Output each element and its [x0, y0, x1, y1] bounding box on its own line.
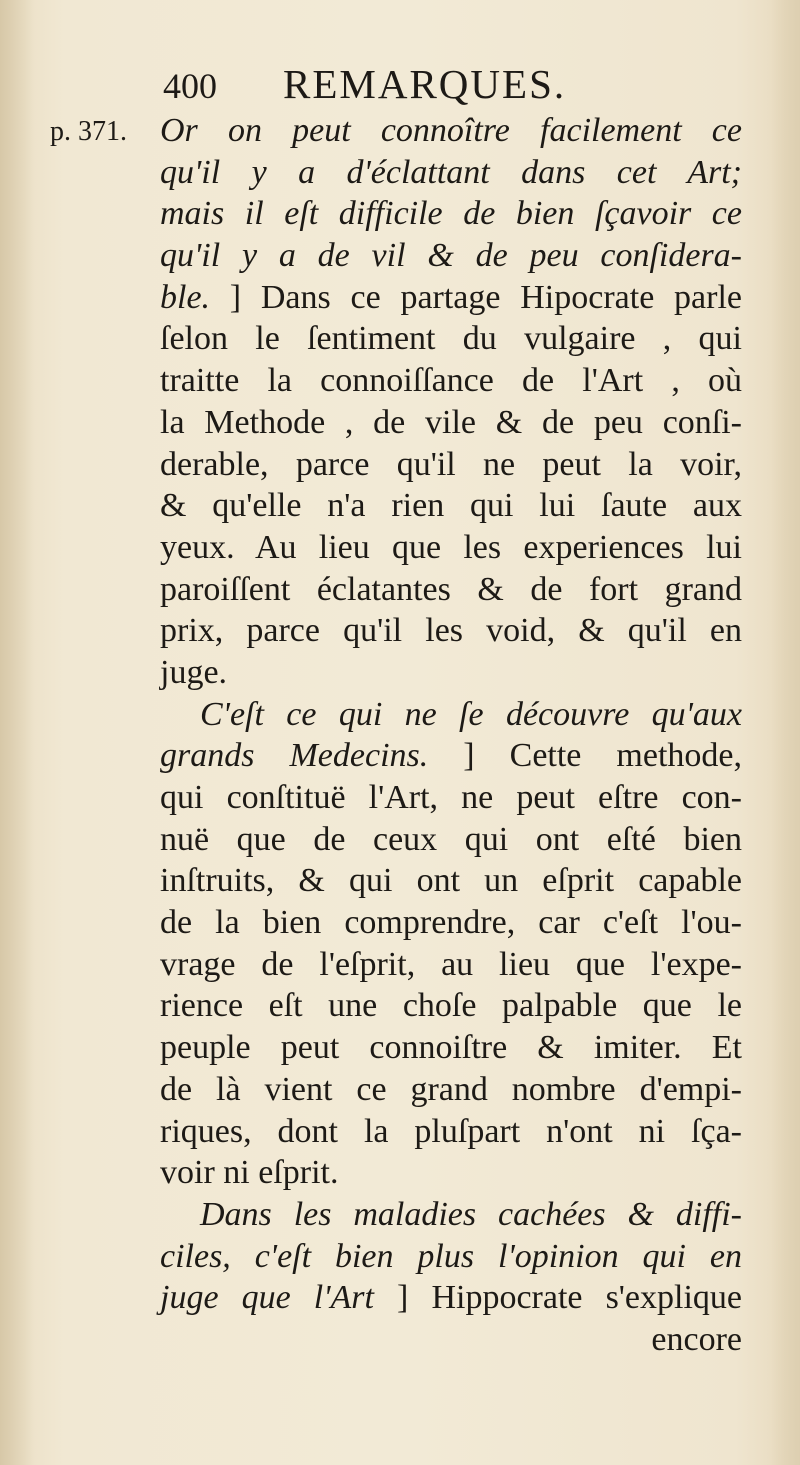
commentary-text: inſtruits, & qui ont un eſprit capable	[160, 862, 742, 900]
commentary-text: & qu'elle n'a rien qui lui ſaute aux	[160, 487, 742, 525]
commentary-text: ] Dans ce partage Hipocrate parle	[210, 278, 742, 316]
italic-quote: qu'il y a de vil & de peu conſidera-	[160, 237, 742, 275]
gutter-shadow	[0, 0, 34, 1465]
commentary-text: vrage de l'eſprit, au lieu que l'expe-	[160, 945, 742, 983]
italic-quote: grands Medecins.	[160, 737, 429, 775]
text-line	[160, 152, 742, 194]
text-line	[160, 193, 742, 235]
text-line	[160, 110, 742, 152]
text-line	[160, 777, 742, 819]
commentary-text: derable, parce qu'il ne peut la voir,	[160, 445, 742, 483]
italic-quote: C'eſt ce qui ne ſe découvre qu'aux	[200, 695, 742, 733]
italic-quote: ciles, c'eſt bien plus l'opinion qui en	[160, 1237, 742, 1275]
margin-reference: p. 371.	[50, 116, 127, 147]
text-line	[160, 1319, 742, 1361]
text-line	[160, 735, 742, 777]
text-line	[160, 819, 742, 861]
commentary-text: peuple peut connoiſtre & imiter. Et	[160, 1029, 742, 1067]
text-line	[160, 527, 742, 569]
italic-quote: qu'il y a d'éclattant dans cet Art;	[160, 153, 742, 191]
commentary-text: ] Hippocrate s'explique	[373, 1279, 743, 1317]
text-line	[160, 1277, 742, 1319]
italic-quote: Or on peut connoître facilement ce	[160, 112, 742, 149]
text-line	[160, 1236, 742, 1278]
italic-quote: Dans les maladies cachées & diffi-	[200, 1195, 742, 1233]
commentary-text: riques, dont la pluſpart n'ont ni ſça-	[160, 1112, 742, 1150]
commentary-text: yeux. Au lieu que les experiences lui	[160, 528, 742, 566]
commentary-text: de la bien comprendre, car c'eſt l'ou-	[160, 904, 742, 942]
text-line	[160, 485, 742, 527]
italic-quote: ble.	[160, 278, 211, 316]
running-title: REMARQUES.	[283, 61, 567, 107]
text-line	[160, 1069, 742, 1111]
text-line	[160, 1027, 742, 1069]
text-line	[160, 235, 742, 277]
text-line	[160, 277, 742, 319]
text-line	[160, 569, 742, 611]
commentary-text: prix, parce qu'il les void, & qu'il en	[160, 612, 742, 650]
text-line	[160, 694, 742, 736]
commentary-text: traitte la connoiſſance de l'Art , où	[160, 362, 742, 400]
text-line	[160, 860, 742, 902]
commentary-text: voir ni eſprit.	[160, 1154, 339, 1192]
commentary-text: paroiſſent éclatantes & de fort grand	[160, 570, 742, 608]
text-line	[160, 360, 742, 402]
commentary-text: encore	[651, 1320, 742, 1358]
text-line	[160, 402, 742, 444]
text-line	[160, 610, 742, 652]
running-header	[163, 60, 566, 108]
commentary-text: juge.	[160, 653, 228, 691]
commentary-text: la Methode , de vile & de peu conſi-	[160, 403, 742, 441]
text-line	[160, 1194, 742, 1236]
edge-shadow	[770, 0, 800, 1465]
text-line	[160, 652, 742, 694]
commentary-text: ] Cette methode,	[428, 737, 742, 775]
commentary-text: nuë que de ceux qui ont eſté bien	[160, 820, 742, 858]
text-line	[160, 1152, 742, 1194]
italic-quote: mais il eſt difficile de bien ſçavoir ce	[160, 195, 742, 233]
text-line	[160, 318, 742, 360]
text-line	[160, 944, 742, 986]
commentary-text: qui conſtituë l'Art, ne peut eſtre con-	[160, 779, 742, 816]
italic-quote: juge que l'Art	[160, 1279, 374, 1317]
text-line	[160, 902, 742, 944]
text-line	[160, 1111, 742, 1153]
text-line	[160, 985, 742, 1027]
commentary-text: ſelon le ſentiment du vulgaire , qui	[160, 320, 742, 358]
body-text	[160, 110, 742, 1361]
commentary-text: rience eſt une choſe palpable que le	[160, 987, 742, 1025]
page-number: 400	[163, 66, 217, 106]
text-line	[160, 444, 742, 486]
commentary-text: de là vient ce grand nombre d'empi-	[160, 1070, 742, 1108]
